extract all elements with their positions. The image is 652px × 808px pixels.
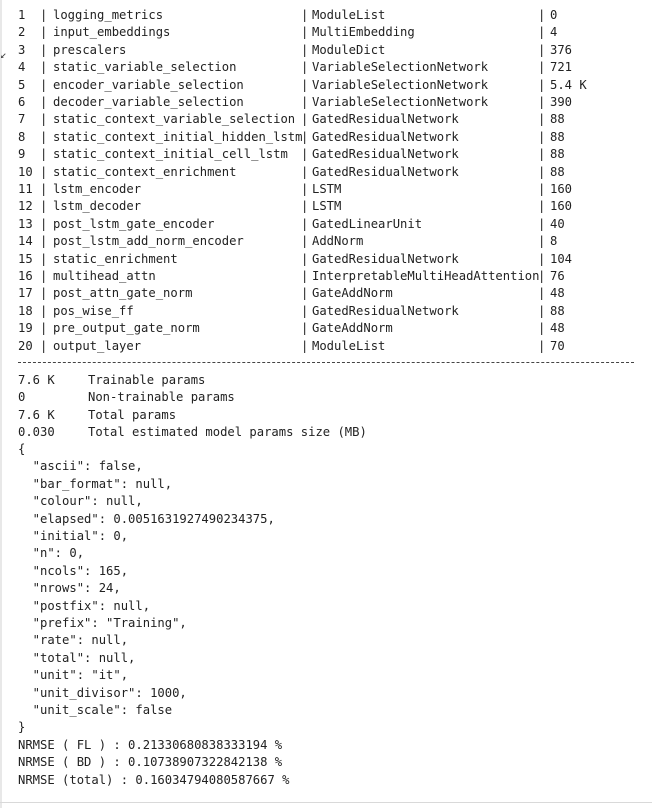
column-separator: | [538,42,546,57]
json-line: "initial": 0, [18,529,129,543]
column-separator: | [40,251,48,266]
json-line: "unit_divisor": 1000, [18,685,187,700]
layer-index: 2 [18,25,26,40]
layer-type: GateAddNorm [312,286,393,301]
layer-index: 20 [18,338,33,353]
column-separator: | [538,77,546,92]
column-separator: | [40,25,48,40]
layer-params: 160 [550,182,573,196]
column-separator: | [301,234,309,249]
json-line: "elapsed": 0.0051631927490234375, [18,511,275,526]
column-separator: | [538,321,546,336]
column-separator: | [538,234,546,249]
column-separator: | [538,182,546,196]
column-separator: | [40,164,48,179]
layer-name: decoder_variable_selection [53,95,244,109]
layer-params: 70 [550,338,565,353]
json-line: "ncols": 165, [18,563,129,578]
column-separator: | [538,60,546,75]
json-line: "bar_format": null, [18,476,173,491]
summary-divider [18,362,634,363]
layer-params: 5.4 K [550,77,587,92]
layer-type: GateAddNorm [312,321,393,336]
column-separator: | [538,25,546,40]
layer-index: 7 [18,112,26,127]
layer-name: static_context_initial_cell_lstm [53,147,288,162]
layer-params: 88 [550,164,565,179]
layer-index: 1 [18,8,26,22]
layer-index: 6 [18,95,26,109]
column-separator: | [40,147,48,162]
column-separator: | [40,182,48,196]
layer-params: 8 [550,234,558,249]
json-line: "total": null, [18,650,136,665]
param-value: 7.6 K [18,373,55,387]
column-separator: | [538,269,546,283]
collapse-arrow-icon[interactable]: ↙ [0,48,7,61]
layer-type: GatedLinearUnit [312,216,423,231]
layer-index: 18 [18,303,33,318]
column-separator: | [538,199,546,214]
layer-type: GatedResidualNetwork [312,251,459,266]
layer-name: input_embeddings [53,25,171,40]
metric-line: NRMSE ( BD ) : 0.10738907322842138 % [18,755,283,770]
json-line: { [18,442,26,456]
column-separator: | [301,77,309,92]
layer-params: 104 [550,251,573,266]
layer-name: lstm_decoder [53,199,142,214]
layer-type: ModuleList [312,338,386,353]
layer-name: output_layer [53,338,142,353]
layer-type: MultiEmbedding [312,25,415,40]
param-label: Total params [88,407,177,422]
layer-index: 17 [18,286,33,301]
column-separator: | [301,42,309,57]
layer-name: static_context_variable_selection [53,112,296,127]
column-separator: | [538,95,546,109]
param-value: 7.6 K [18,407,55,422]
layer-params: 160 [550,199,573,214]
layer-type: AddNorm [312,234,364,249]
column-separator: | [538,8,546,22]
column-separator: | [40,42,48,57]
metric-line: NRMSE (total) : 0.16034794080587667 % [18,772,290,787]
layer-params: 88 [550,112,565,127]
column-separator: | [301,321,309,336]
layer-type: LSTM [312,182,342,196]
column-separator: | [538,147,546,162]
json-line: "unit": "it", [18,668,129,683]
layer-name: post_lstm_gate_encoder [53,216,215,231]
output-bottom-border [0,802,652,803]
param-value: 0.030 [18,425,55,440]
layer-name: encoder_variable_selection [53,77,244,92]
layer-name: pre_output_gate_norm [53,321,200,336]
layer-index: 19 [18,321,33,336]
layer-index: 16 [18,269,33,283]
layer-index: 3 [18,42,26,57]
layer-type: GatedResidualNetwork [312,129,459,144]
column-separator: | [301,147,309,162]
column-separator: | [301,8,309,22]
layer-type: ModuleDict [312,42,386,57]
column-separator: | [301,303,309,318]
layer-params: 390 [550,95,573,109]
metric-line: NRMSE ( FL ) : 0.21330680838333194 % [18,738,283,752]
column-separator: | [301,25,309,40]
json-line: "nrows": 24, [18,581,121,596]
column-separator: | [301,216,309,231]
column-separator: | [538,129,546,144]
layer-name: post_lstm_add_norm_encoder [53,234,244,249]
layer-type: VariableSelectionNetwork [312,77,489,92]
column-separator: | [301,338,309,353]
json-line: "postfix": null, [18,598,151,613]
layer-index: 15 [18,251,33,266]
column-separator: | [40,95,48,109]
layer-name: logging_metrics [53,8,164,22]
column-separator: | [301,199,309,214]
layer-index: 4 [18,60,26,75]
column-separator: | [538,251,546,266]
layer-name: static_context_initial_hidden_lstm [53,129,303,144]
layer-type: ModuleList [312,8,386,22]
layer-type: GatedResidualNetwork [312,164,459,179]
layer-type: GatedResidualNetwork [312,303,459,318]
json-line: } [18,720,26,735]
layer-index: 9 [18,147,26,162]
column-separator: | [40,199,48,214]
column-separator: | [301,60,309,75]
column-separator: | [40,303,48,318]
layer-index: 10 [18,164,33,179]
column-separator: | [40,269,48,283]
column-separator: | [40,60,48,75]
layer-params: 48 [550,321,565,336]
json-line: "unit_scale": false [18,703,173,717]
layer-name: lstm_encoder [53,182,142,196]
layer-params: 4 [550,25,558,40]
json-line: "prefix": "Training", [18,616,187,630]
layer-index: 8 [18,129,26,144]
layer-params: 721 [550,60,573,75]
column-separator: | [301,269,309,283]
column-separator: | [301,129,309,144]
layer-params: 48 [550,286,565,301]
layer-name: pos_wise_ff [53,303,134,318]
column-separator: | [40,112,48,127]
column-separator: | [40,321,48,336]
column-separator: | [40,234,48,249]
column-separator: | [538,112,546,127]
layer-name: multihead_attn [53,269,156,283]
column-separator: | [301,182,309,196]
column-separator: | [301,286,309,301]
layer-name: prescalers [53,42,127,57]
param-label: Trainable params [88,373,206,387]
column-separator: | [40,338,48,353]
layer-name: static_variable_selection [53,60,237,75]
layer-params: 88 [550,129,565,144]
layer-index: 11 [18,182,33,196]
layer-index: 13 [18,216,33,231]
column-separator: | [301,95,309,109]
column-separator: | [538,164,546,179]
layer-params: 376 [550,42,573,57]
column-separator: | [538,286,546,301]
param-value: 0 [18,390,26,405]
layer-type: LSTM [312,199,342,214]
layer-name: post_attn_gate_norm [53,286,193,301]
json-line: "n": 0, [18,546,85,561]
json-line: "ascii": false, [18,459,143,474]
layer-index: 14 [18,234,33,249]
layer-index: 5 [18,77,26,92]
layer-name: static_enrichment [53,251,178,266]
column-separator: | [538,303,546,318]
layer-name: static_context_enrichment [53,164,237,179]
json-line: "colour": null, [18,494,143,509]
column-separator: | [40,8,48,22]
output-left-border [0,0,2,808]
layer-type: GatedResidualNetwork [312,147,459,162]
layer-params: 88 [550,147,565,162]
layer-type: VariableSelectionNetwork [312,95,489,109]
json-line: "rate": null, [18,633,129,648]
layer-params: 76 [550,269,565,283]
column-separator: | [40,77,48,92]
layer-params: 88 [550,303,565,318]
layer-params: 40 [550,216,565,231]
column-separator: | [538,216,546,231]
layer-type: GatedResidualNetwork [312,112,459,127]
column-separator: | [301,251,309,266]
column-separator: | [40,216,48,231]
column-separator: | [40,286,48,301]
param-label: Non-trainable params [88,390,235,405]
layer-type: VariableSelectionNetwork [312,60,489,75]
column-separator: | [301,164,309,179]
layer-type: InterpretableMultiHeadAttention [312,269,540,283]
column-separator: | [40,129,48,144]
column-separator: | [301,112,309,127]
column-separator: | [538,338,546,353]
param-label: Total estimated model params size (MB) [88,425,367,440]
layer-params: 0 [550,8,558,22]
layer-index: 12 [18,199,33,214]
